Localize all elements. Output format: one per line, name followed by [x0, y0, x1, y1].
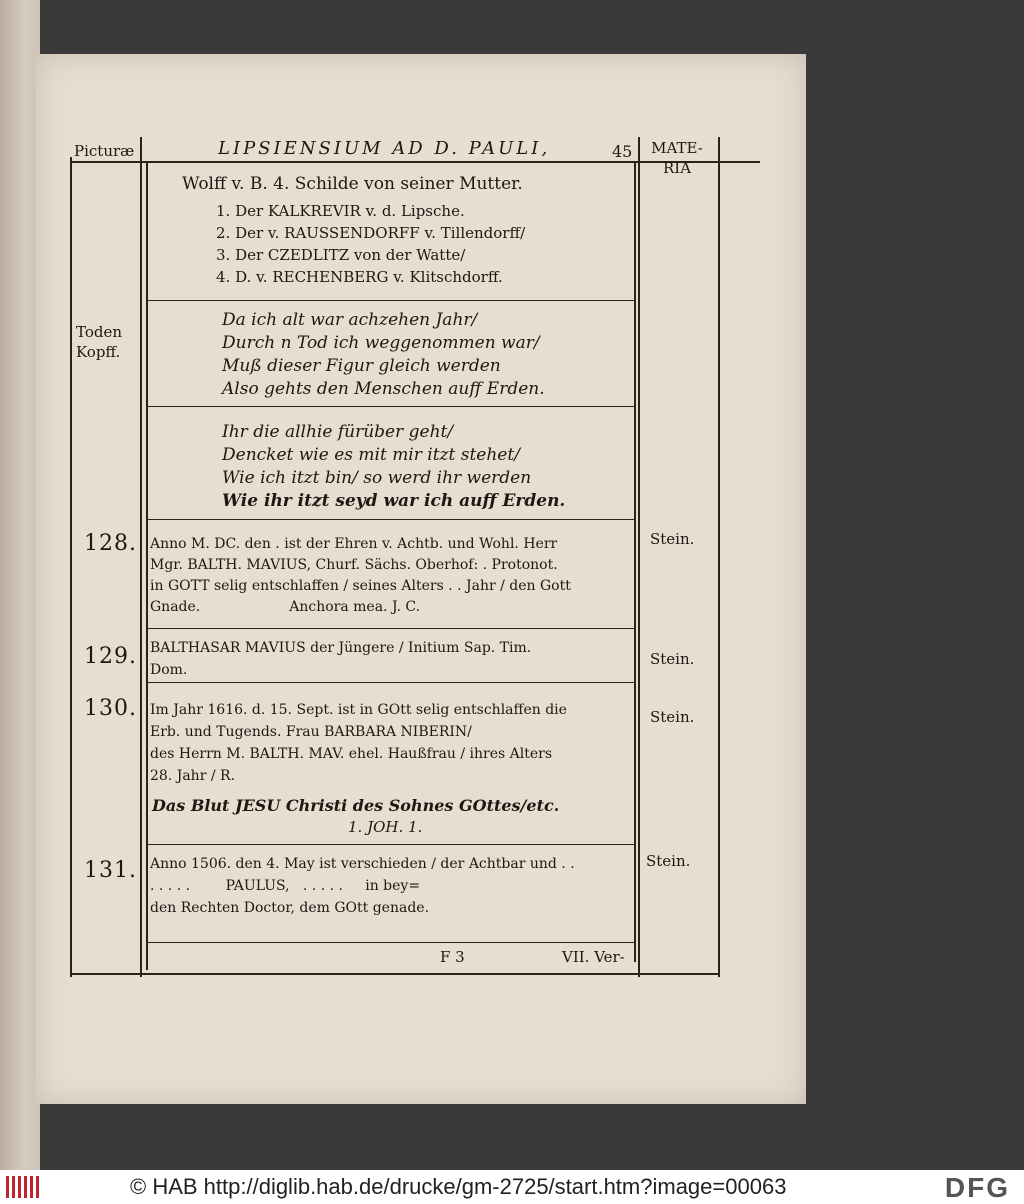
- book-page: [36, 54, 806, 1104]
- entry-number: 129.: [84, 644, 137, 669]
- block2-line: Also gehts den Menschen auff Erden.: [222, 379, 545, 399]
- block3-line: Wie ich itzt bin/ so werd ihr werden: [222, 468, 532, 488]
- running-title: LIPSIENSIUM AD D. PAULI,: [218, 138, 551, 159]
- block1-line: 2. Der v. RAUSSENDORFF v. Tillendorff/: [216, 224, 526, 242]
- entry-line: den Rechten Doctor, dem GOtt genade.: [150, 900, 430, 916]
- block2-line: Da ich alt war achzehen Jahr/: [222, 310, 478, 330]
- catchword: VII. Ver-: [562, 948, 625, 966]
- block2-line: Durch n Tod ich weggenommen war/: [222, 333, 540, 353]
- entry-line: Anno 1506. den 4. May ist verschieden / der Achtbar und . .: [150, 856, 575, 872]
- entry-number: 131.: [84, 858, 137, 883]
- entry-number: 128.: [84, 531, 137, 556]
- signature-mark: F 3: [440, 948, 465, 966]
- block3-line: Dencket wie es mit mir itzt stehet/: [222, 445, 520, 465]
- block1-line: 4. D. v. RECHENBERG v. Klitschdorff.: [216, 268, 503, 286]
- page-number: 45: [612, 142, 633, 161]
- entry-line: des Herrn M. BALTH. MAV. ehel. Haußfrau / ihres Alters: [150, 746, 553, 762]
- entry-line: Gnade. Anchora mea. J. C.: [150, 599, 421, 615]
- block1-line: 1. Der KALKREVIR v. d. Lipsche.: [216, 202, 465, 220]
- header-left: Picturæ: [74, 142, 135, 160]
- side-label: Toden Kopff.: [76, 323, 123, 361]
- block1-line: Wolff v. B. 4. Schilde von seiner Mutter.: [182, 174, 523, 194]
- materia-value: Stein.: [650, 530, 695, 548]
- viewer-footer-bar: [0, 1170, 1024, 1204]
- entry-line: . . . . . PAULUS, . . . . . in bey=: [150, 878, 421, 894]
- entry-line: BALTHASAR MAVIUS der Jüngere / Initium Sap. Tim.: [150, 640, 532, 656]
- entry-line: 28. Jahr / R.: [150, 768, 235, 784]
- dfg-logo: DFG: [944, 1172, 1010, 1203]
- copyright-link[interactable]: © HAB http://diglib.hab.de/drucke/gm-2725/start.htm?image=00063: [130, 1174, 787, 1199]
- entry-line: Erb. und Tugends. Frau BARBARA NIBERIN/: [150, 724, 472, 740]
- block1-line: 3. Der CZEDLITZ von der Watte/: [216, 246, 466, 264]
- block3-line: Ihr die allhie fürüber geht/: [222, 422, 454, 442]
- materia-value: Stein.: [646, 852, 691, 870]
- barcode-icon: [6, 1176, 46, 1198]
- entry-number: 130.: [84, 696, 137, 721]
- previous-page-edge: [0, 0, 40, 1170]
- entry-line: Dom.: [150, 662, 188, 678]
- entry-line: Im Jahr 1616. d. 15. Sept. ist in GOtt selig entschlaffen die: [150, 702, 567, 718]
- materia-value: Stein.: [650, 708, 695, 726]
- entry-line: Anno M. DC. den . ist der Ehren v. Achtb. und Wohl. Herr: [150, 536, 558, 552]
- block2-line: Muß dieser Figur gleich werden: [222, 356, 501, 376]
- entry-line: in GOTT selig entschlaffen / seines Alters . . Jahr / den Gott: [150, 578, 571, 594]
- entry-line: Mgr. BALTH. MAVIUS, Churf. Sächs. Oberhof: . Protonot.: [150, 557, 558, 573]
- materia-heading: MATE-RIA: [651, 139, 703, 177]
- materia-value: Stein.: [650, 650, 695, 668]
- entry-quote: Das Blut JESU Christi des Sohnes GOttes/etc.: [152, 796, 560, 815]
- block3-line: Wie ihr itzt seyd war ich auff Erden.: [222, 491, 566, 511]
- entry-quote-ref: 1. JOH. 1.: [348, 818, 423, 836]
